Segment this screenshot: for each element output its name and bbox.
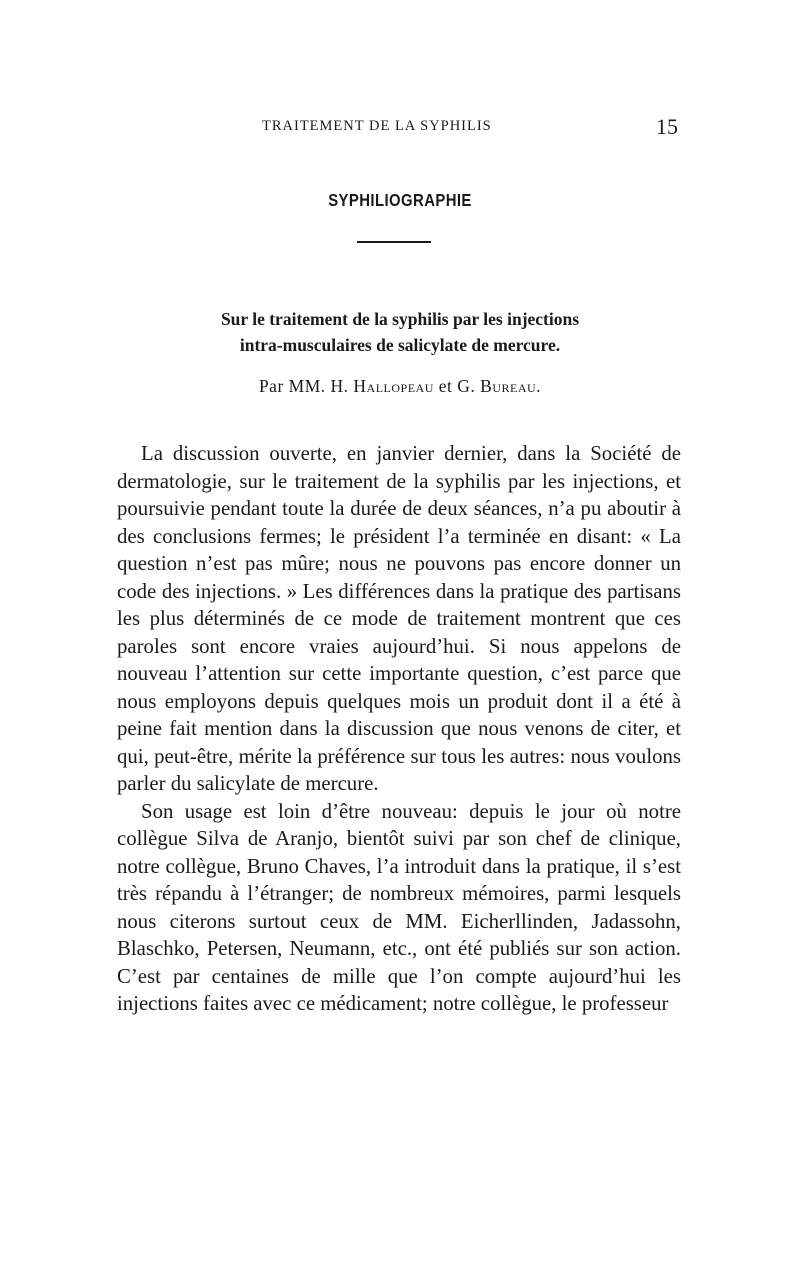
byline <box>0 376 800 397</box>
title-rule <box>357 241 431 243</box>
article-title <box>0 306 800 358</box>
paragraph-2: Son usage est loin d’être nouveau: depuis le jour où notre collègue Silva de Aranjo, bientôt suivi par son chef de clinique, notre collègue, Bruno Chaves, l’a introduit dans la pratique, il s’est très répandu à l’étranger; de nombreux mémoires, parmi lesquels nous citerons surtout ceux de MM. Eicherllinden, Jadassohn, Blaschko, Petersen, Neumann, etc., ont été publiés sur son action. C’est par centaines de mille que l’on compte aujourd’hui les injections faites avec ce médicament; notre collègue, le professeur <box>117 799 681 1015</box>
author-bureau: Bureau <box>480 376 537 396</box>
running-head <box>0 116 800 140</box>
paragraph-1: La discussion ouverte, en janvier dernier, dans la Société de dermatologie, sur le traitement de la syphilis par les injections, et poursuivie pendant toute la durée de deux séances, n’a pu aboutir à des conclusions fermes; le président l’a terminée en disant: « La question n’est pas mûre; nous ne pouvons pas encore donner un code des injections. » Les différences dans la pratique des partisans les plus déterminés de ce mode de traitement montrent que ces paroles sont encore vraies aujourd’hui. Si nous appelons de nouveau l’attention sur cette importante question, c’est parce que nous employons depuis quelques mois un produit dont il a été à peine fait mention dans la discussion que nous venons de citer, et qui, peut-être, mérite la préférence sur tous les autres: nous voulons parler du salicylate de mercure. <box>117 442 681 795</box>
byline-conjunction: et G. <box>433 376 481 396</box>
section-title: SYPHILIOGRAPHIE <box>328 190 472 210</box>
article-title-line-2: intra-musculaires de salicylate de mercure. <box>239 335 561 355</box>
byline-suffix: . <box>536 376 542 396</box>
page-number: 15 <box>656 114 678 139</box>
body-text <box>117 440 681 1018</box>
byline-prefix: Par MM. H. <box>258 376 354 396</box>
author-hallopeau: Hallopeau <box>353 376 434 396</box>
article-title-line-1: Sur le traitement de la syphilis par les injections <box>220 309 580 329</box>
running-title: TRAITEMENT DE LA SYPHILIS <box>262 118 492 134</box>
